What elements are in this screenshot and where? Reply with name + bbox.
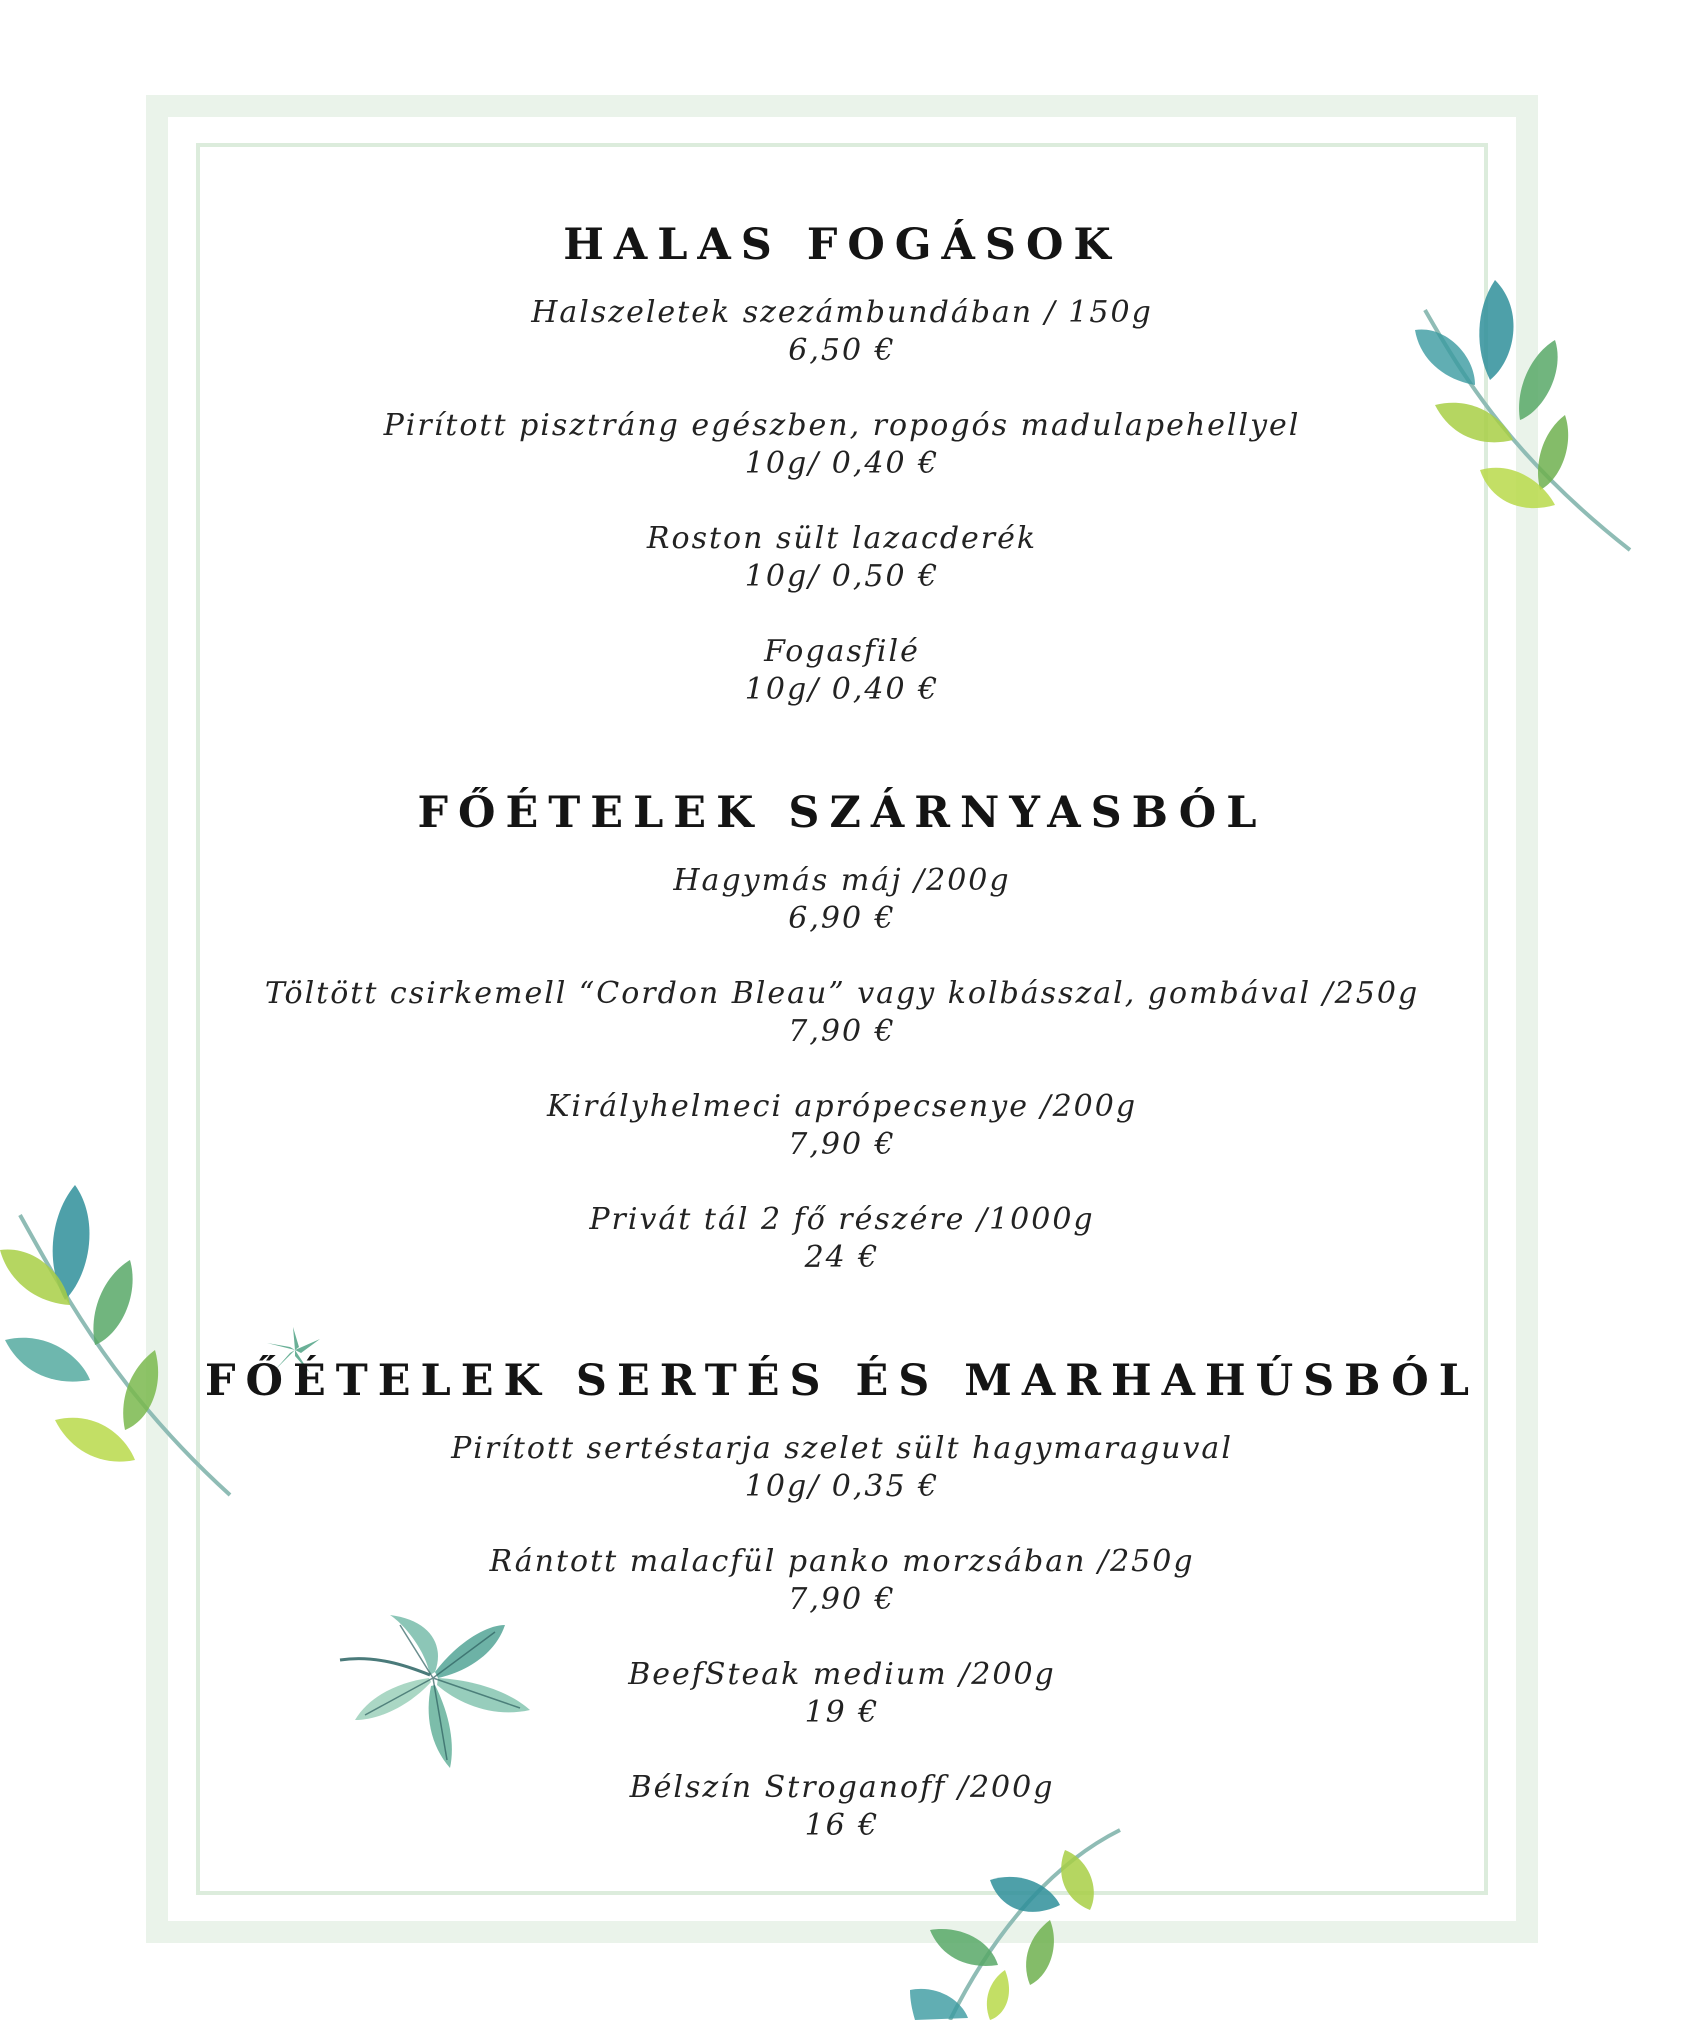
menu-item bbox=[200, 858, 1484, 971]
menu-section bbox=[200, 200, 1484, 768]
menu-item-name: Pirított pisztráng egészben, ropogós madulapehellyel bbox=[383, 408, 1301, 443]
menu-item-price: 7,90 € bbox=[788, 1014, 896, 1049]
menu-item-name: Királyhelmeci aprópecsenye /200g bbox=[546, 1089, 1138, 1124]
menu-item bbox=[200, 403, 1484, 516]
menu-content bbox=[200, 200, 1484, 1904]
menu-item-name: Roston sült lazacderék bbox=[646, 521, 1038, 556]
menu-item bbox=[200, 290, 1484, 403]
menu-item-price: 10g/ 0,40 € bbox=[744, 672, 940, 707]
menu-item bbox=[200, 1426, 1484, 1539]
menu-item-name: Pirított sertéstarja szelet sült hagymaraguval bbox=[451, 1431, 1233, 1466]
menu-item-list bbox=[200, 1426, 1484, 1904]
menu-item-price: 16 € bbox=[804, 1808, 880, 1843]
menu-item-price: 6,90 € bbox=[788, 901, 896, 936]
menu-item-list bbox=[200, 290, 1484, 768]
menu-item-price: 6,50 € bbox=[788, 333, 896, 368]
menu-item-name: Töltött csirkemell “Cordon Bleau” vagy kolbásszal, gombával /250g bbox=[264, 976, 1420, 1011]
menu-item bbox=[200, 1652, 1484, 1765]
menu-item-name: Hagymás máj /200g bbox=[673, 863, 1011, 898]
menu-section bbox=[200, 768, 1484, 1336]
menu-item-name: Halszeletek szezámbundában / 150g bbox=[531, 295, 1153, 330]
menu-item bbox=[200, 1539, 1484, 1652]
menu-item-price: 19 € bbox=[804, 1695, 880, 1730]
menu-item bbox=[200, 516, 1484, 629]
menu-item-name: Fogasfilé bbox=[764, 634, 920, 669]
menu-item-price: 10g/ 0,50 € bbox=[744, 559, 940, 594]
menu-item-list bbox=[200, 858, 1484, 1336]
menu-item-name: Rántott malacfül panko morzsában /250g bbox=[489, 1544, 1195, 1579]
section-title: HALAS FOGÁSOK bbox=[563, 220, 1121, 270]
menu-item-price: 10g/ 0,40 € bbox=[744, 446, 940, 481]
menu-item-price: 10g/ 0,35 € bbox=[744, 1469, 940, 1504]
menu-item bbox=[200, 629, 1484, 742]
menu-item-name: Privát tál 2 fő részére /1000g bbox=[589, 1202, 1095, 1237]
menu-item bbox=[200, 1765, 1484, 1878]
section-title: FŐÉTELEK SERTÉS ÉS MARHAHÚSBÓL bbox=[205, 1356, 1479, 1406]
menu-item bbox=[200, 1084, 1484, 1197]
menu-item bbox=[200, 1197, 1484, 1310]
menu-item-price: 7,90 € bbox=[788, 1127, 896, 1162]
section-title: FŐÉTELEK SZÁRNYASBÓL bbox=[417, 788, 1267, 838]
menu-item bbox=[200, 971, 1484, 1084]
menu-item-name: Bélszín Stroganoff /200g bbox=[629, 1770, 1055, 1805]
menu-item-price: 24 € bbox=[804, 1240, 880, 1275]
menu-item-name: BeefSteak medium /200g bbox=[628, 1657, 1056, 1692]
menu-section bbox=[200, 1336, 1484, 1904]
menu-item-price: 7,90 € bbox=[788, 1582, 896, 1617]
